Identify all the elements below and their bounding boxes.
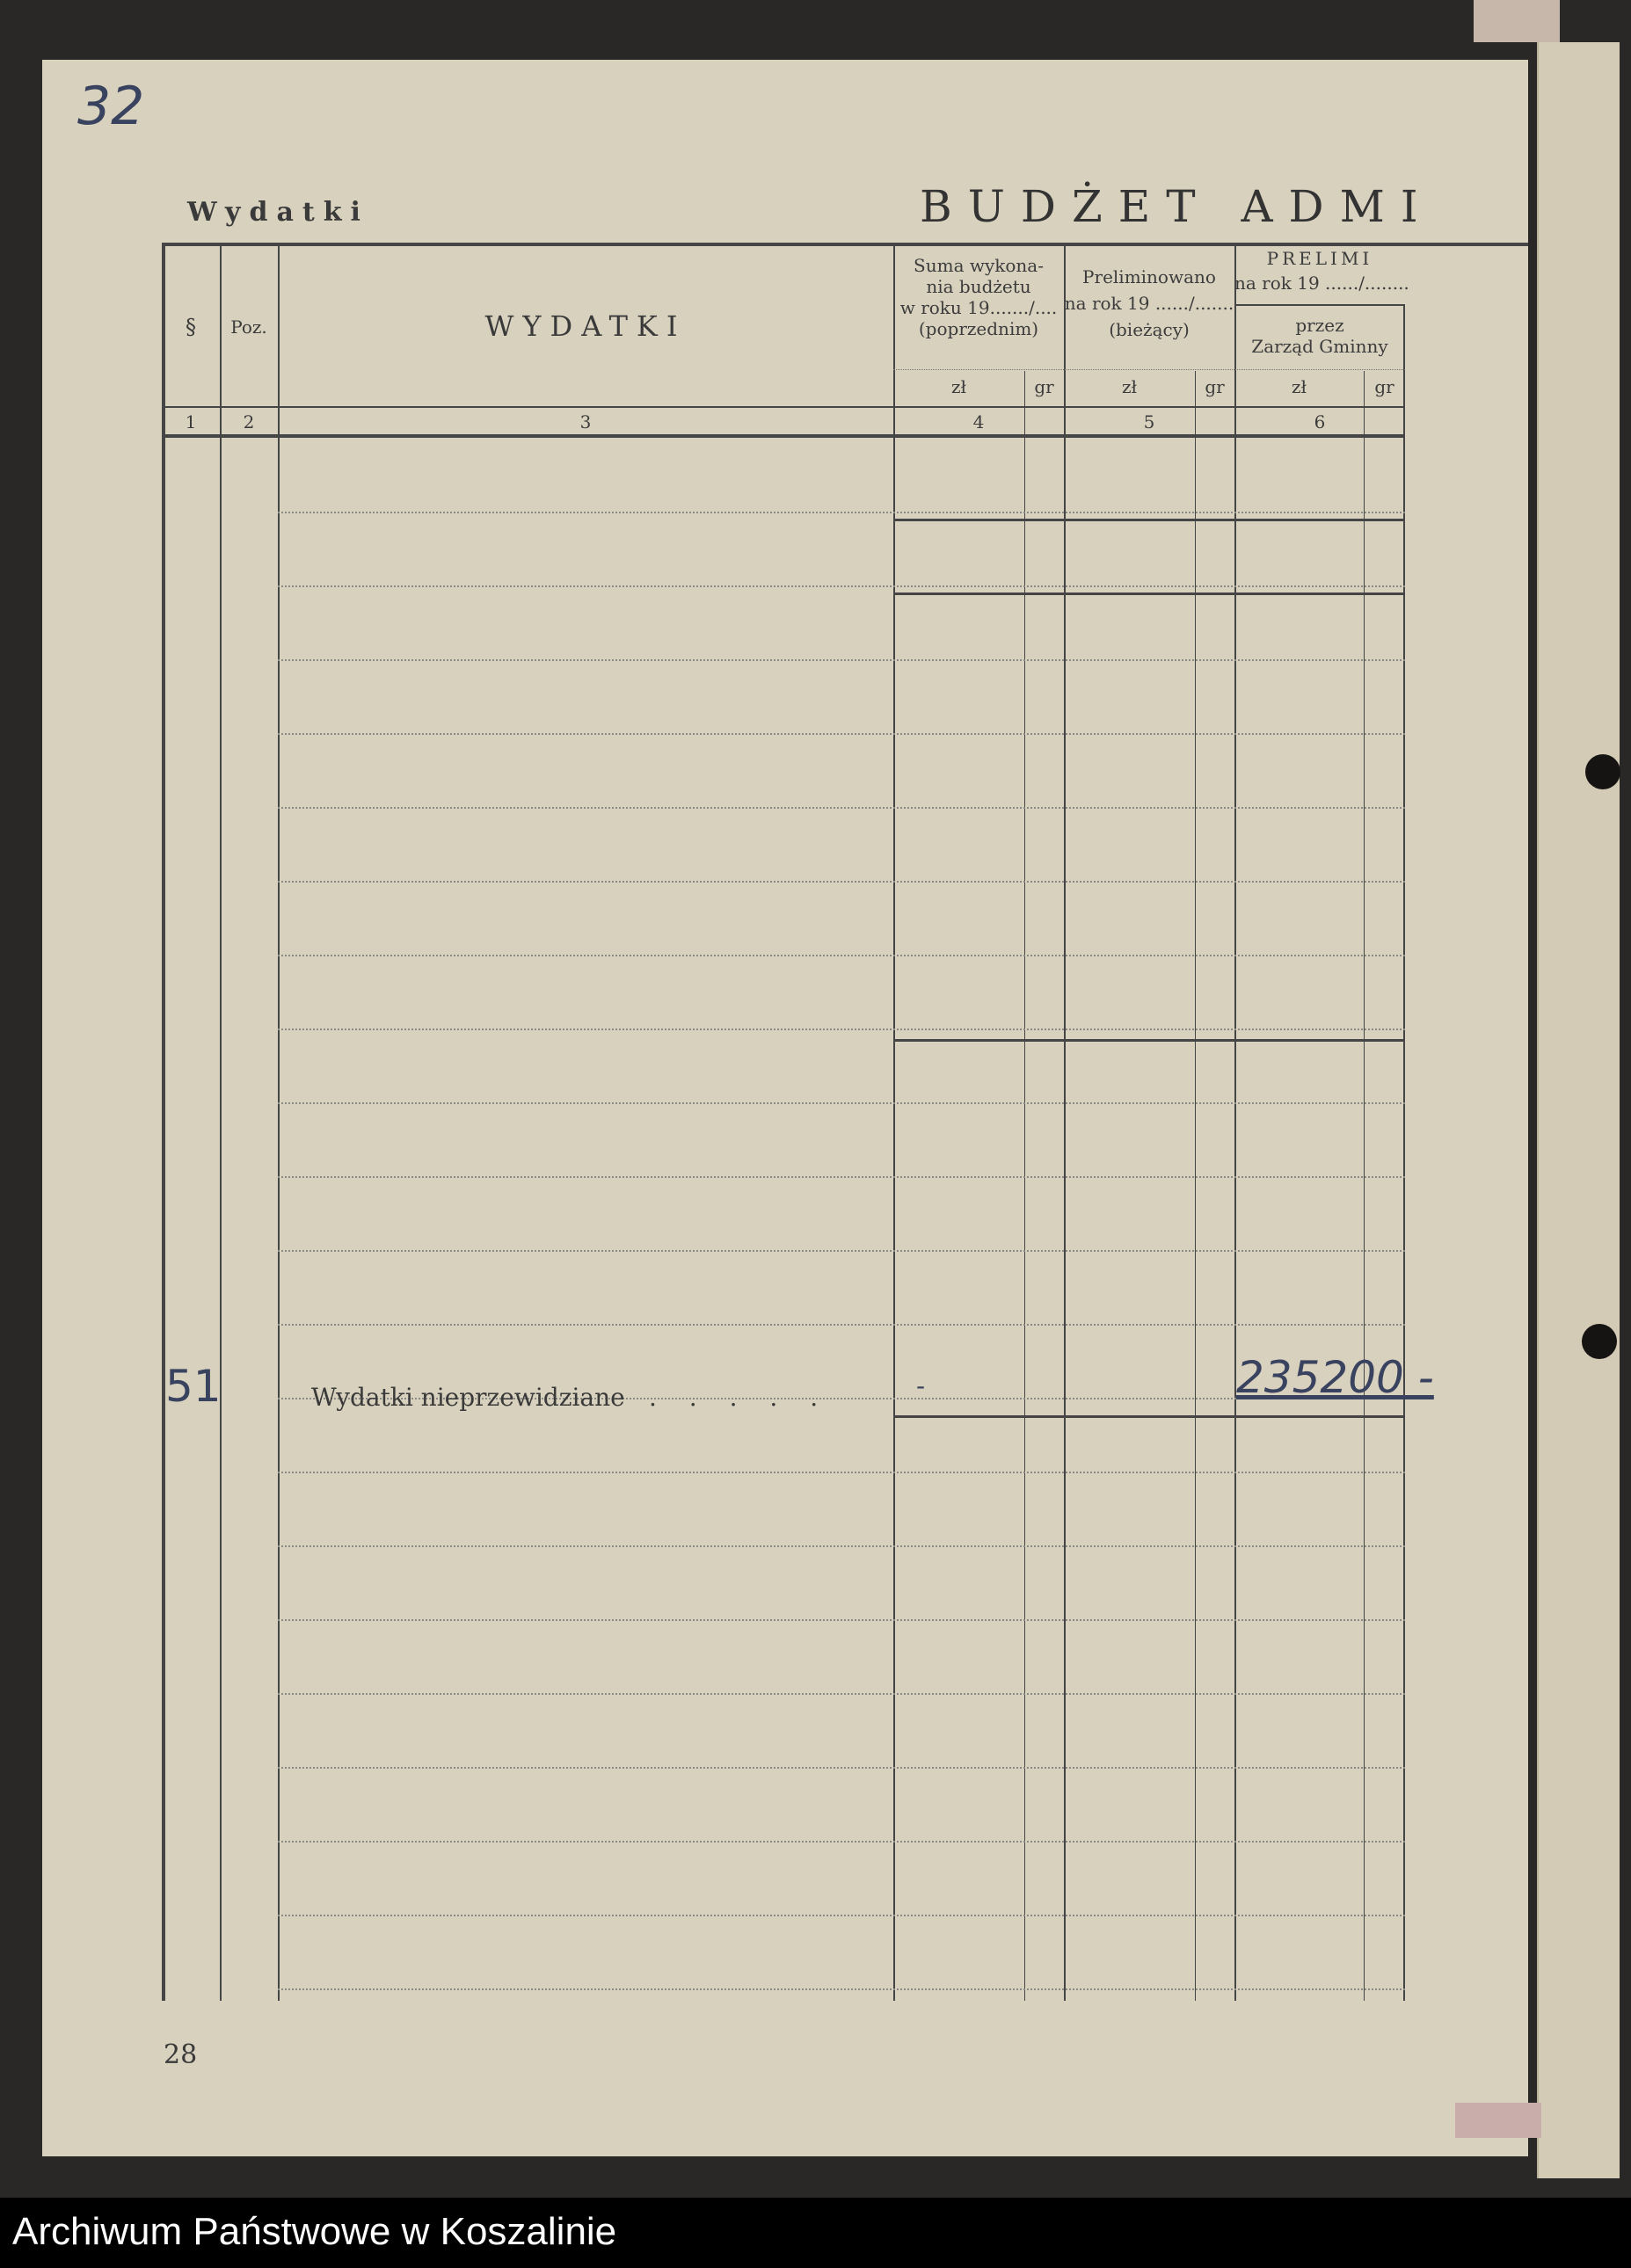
archive-credit: Archiwum Państwowe w Koszalinie [12,2210,617,2253]
next-page-edge [1537,42,1620,2178]
row-rule [278,733,1405,735]
col4-header: Suma wykona- nia budżetu w roku 19......./.... (poprzednim) [899,255,1058,339]
row-rule [278,1767,1405,1769]
col-number: 1 [185,411,197,433]
poz-header: Poz. [230,316,267,338]
table-left-rule [162,243,165,2001]
entry-col4-value: - [916,1371,926,1400]
wydatki-header: WYDATKI [484,309,687,343]
header-bottom-rule [162,406,1405,408]
group-separator [893,1415,1405,1418]
budget-title: BUDŻET ADMI [920,181,1434,232]
row-rule [278,1619,1405,1621]
col-number: 4 [972,411,985,433]
column-divider [1234,243,1236,2001]
binder-hole [1582,1324,1617,1359]
row-rule [278,585,1405,587]
col-number: 6 [1314,411,1326,433]
gr-divider [1195,371,1196,2001]
archive-footer [0,2198,1631,2268]
row-rule [278,1915,1405,1916]
row-rule [278,659,1405,661]
row-rule [278,1324,1405,1326]
gr-label: gr [1034,376,1054,397]
col6-header-sub: przez Zarząd Gminny [1251,315,1388,357]
page-number: 28 [164,2039,198,2070]
zl-label: zł [950,376,967,397]
gr-label: gr [1374,376,1394,397]
archive-tab-top [1474,0,1560,42]
row-rule [278,1472,1405,1473]
row-rule [278,1029,1405,1030]
row-rule [278,881,1405,883]
column-divider [893,243,895,2001]
row-rule [278,807,1405,809]
row-rule [278,512,1405,513]
col-number: 5 [1143,411,1155,433]
col-number: 3 [579,411,592,433]
handwritten-page-number: 32 [77,76,145,137]
entry-description: Wydatki nieprzewidziane [311,1383,625,1412]
handwritten-paragraph-number: 51 [165,1361,222,1412]
zl-label: zł [1121,376,1138,397]
col5-header: Preliminowano na rok 19 ....../....... (bieżący) [1064,266,1234,340]
group-separator [893,519,1405,521]
row-rule [278,1545,1405,1547]
zl-label: zł [1291,376,1307,397]
zl-gr-rule [893,369,1405,370]
gr-label: gr [1205,376,1225,397]
row-rule [278,1693,1405,1695]
row-rule [278,1102,1405,1104]
row-rule [278,1841,1405,1843]
para-header: § [186,315,196,339]
group-separator [893,592,1405,595]
group-separator [893,1039,1405,1042]
row-rule [278,1250,1405,1252]
binder-hole [1585,754,1620,789]
header-split-rule [1234,304,1405,306]
section-label: Wydatki [187,197,369,228]
col6-header-top: PRELIMI na rok 19 ....../........ [1234,248,1409,294]
archive-tab-bottom [1455,2103,1541,2138]
gr-divider [1364,371,1365,2001]
document-page [42,60,1528,2156]
numbers-bottom-rule [162,434,1405,438]
column-divider [278,243,280,2001]
column-divider [220,243,222,2001]
row-rule [278,1176,1405,1178]
column-divider [1064,243,1066,2001]
entry-col6-value: 235200 - [1236,1352,1434,1403]
column-divider [1403,304,1405,2001]
gr-divider [1024,371,1025,2001]
col-number: 2 [243,411,255,433]
entry-leader-dots: . . . . . [649,1383,831,1412]
row-rule [278,1988,1405,1990]
row-rule [278,955,1405,956]
